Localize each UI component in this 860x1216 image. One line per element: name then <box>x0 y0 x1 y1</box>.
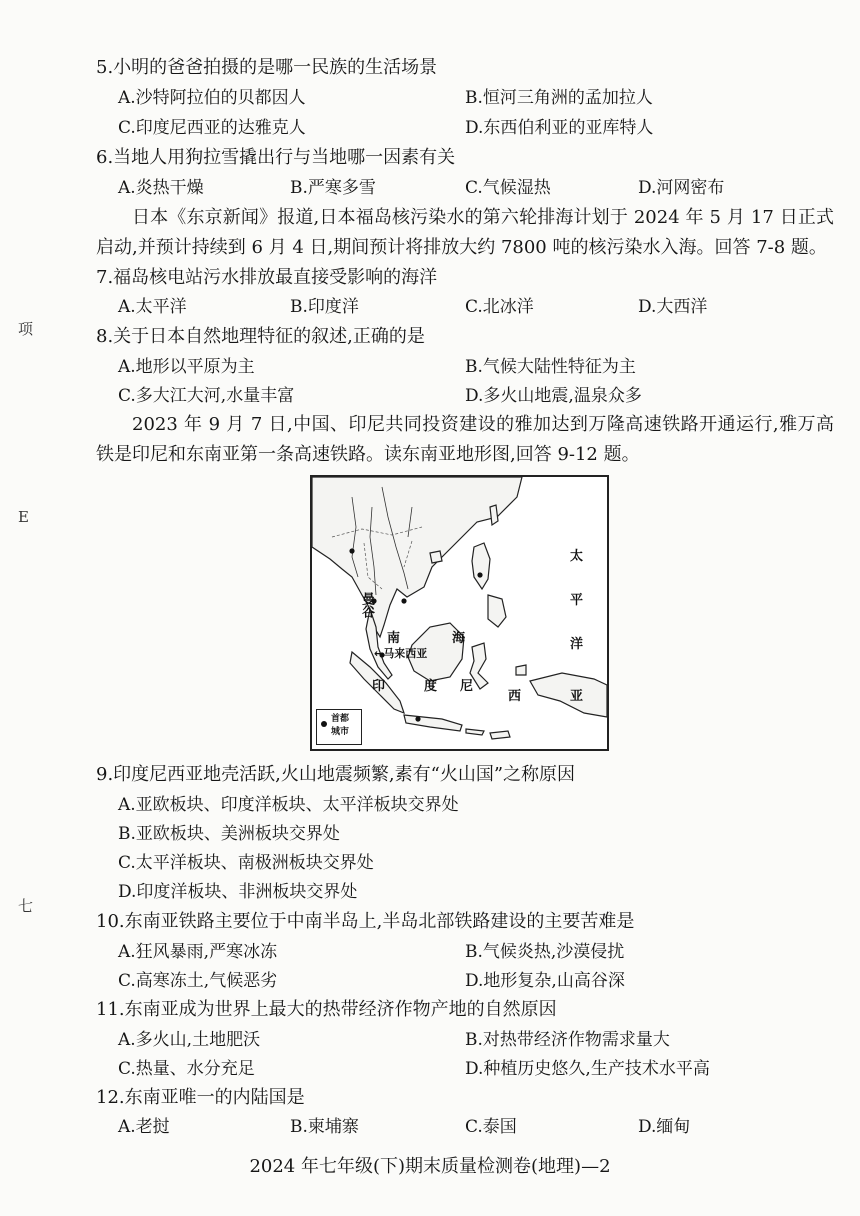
passage-fukushima: 日本《东京新闻》报道,日本福岛核污染水的第六轮排海计划于 2024 年 5 月 17 日正式启动,并预计持续到 6 月 4 日,期间预计将排放大约 7800 吨的核污染水入海。回答 7-8 题。 <box>96 207 834 258</box>
question-8-stem: 8.关于日本自然地理特征的叙述,正确的是 <box>96 326 425 347</box>
legend-text-line2: 城市 <box>331 727 350 737</box>
q10-option-d: D.地形复杂,山高谷深 <box>465 971 625 991</box>
q11-option-b: B.对热带经济作物需求量大 <box>465 1030 670 1050</box>
capital-dot-icon <box>321 721 327 727</box>
q7-option-c: C.北冰洋 <box>465 297 534 317</box>
passage-jakarta-bandung: 2023 年 9 月 7 日,中国、印尼共同投资建设的雅加达到万隆高速铁路开通运行,雅万高铁是印尼和东南亚第一条高速铁路。读东南亚地形图,回答 9-12 题。 <box>96 414 834 465</box>
q9-option-c: C.太平洋板块、南极洲板块交界处 <box>118 853 374 873</box>
label-malaysia: ←马来西亚 <box>374 647 428 660</box>
q12-option-d: D.缅甸 <box>638 1117 691 1137</box>
q6-option-d: D.河网密布 <box>638 178 725 198</box>
q12-option-c: C.泰国 <box>465 1117 517 1137</box>
question-7-stem: 7.福岛核电站污水排放最直接受影响的海洋 <box>96 267 438 288</box>
label-du: 度 <box>424 679 438 694</box>
q10-option-b: B.气候炎热,沙漠侵扰 <box>465 942 625 962</box>
q5-option-b: B.恒河三角洲的孟加拉人 <box>465 88 653 108</box>
q10-option-a: A.狂风暴雨,严寒冰冻 <box>118 942 278 962</box>
label-hai: 海 <box>452 631 466 646</box>
q11-option-d: D.种植历史悠久,生产技术水平高 <box>465 1059 710 1079</box>
label-ni: 尼 <box>460 679 474 694</box>
q7-option-a: A.太平洋 <box>118 297 187 317</box>
margin-mark: 项 <box>18 320 34 338</box>
label-pacific-yang: 洋 <box>570 637 584 652</box>
q12-option-b: B.柬埔寨 <box>290 1117 359 1137</box>
q11-option-c: C.热量、水分充足 <box>118 1059 255 1079</box>
question-12-stem: 12.东南亚唯一的内陆国是 <box>96 1087 305 1108</box>
margin-mark: E <box>18 508 29 526</box>
label-xi: 西 <box>508 689 522 704</box>
q10-option-c: C.高寒冻土,气候恶劣 <box>118 971 278 991</box>
label-ya: 亚 <box>570 689 584 704</box>
q8-option-c: C.多大江大河,水量丰富 <box>118 386 295 406</box>
southeast-asia-map <box>310 475 609 751</box>
q5-option-d: D.东西伯利亚的亚库特人 <box>465 118 654 138</box>
q9-option-a: A.亚欧板块、印度洋板块、太平洋板块交界处 <box>118 795 459 815</box>
label-bangkok: 曼谷 <box>359 592 374 618</box>
label-pacific-tai: 太 <box>570 549 584 564</box>
q12-option-a: A.老挝 <box>118 1117 170 1137</box>
label-nan: 南 <box>387 631 401 646</box>
label-yin: 印 <box>372 679 386 694</box>
q5-option-a: A.沙特阿拉伯的贝都因人 <box>118 88 306 108</box>
q8-option-b: B.气候大陆性特征为主 <box>465 357 636 377</box>
q6-option-c: C.气候湿热 <box>465 178 551 198</box>
question-6-stem: 6.当地人用狗拉雪撬出行与当地哪一因素有关 <box>96 147 456 168</box>
q7-option-b: B.印度洋 <box>290 297 359 317</box>
question-11-stem: 11.东南亚成为世界上最大的热带经济作物产地的自然原因 <box>96 999 557 1020</box>
question-10-stem: 10.东南亚铁路主要位于中南半岛上,半岛北部铁路建设的主要苦难是 <box>96 911 635 932</box>
question-9-stem: 9.印度尼西亚地壳活跃,火山地震频繁,素有“火山国”之称原因 <box>96 764 576 785</box>
page-footer: 2024 年七年级(下)期末质量检测卷(地理)—2 <box>249 1156 611 1177</box>
q9-option-d: D.印度洋板块、非洲板块交界处 <box>118 882 358 902</box>
margin-mark: 七 <box>18 897 34 915</box>
label-pacific-ping: 平 <box>570 593 584 608</box>
q6-option-b: B.严寒多雪 <box>290 178 376 198</box>
q8-option-d: D.多火山地震,温泉众多 <box>465 386 642 406</box>
q11-option-a: A.多火山,土地肥沃 <box>118 1030 261 1050</box>
q9-option-b: B.亚欧板块、美洲板块交界处 <box>118 824 340 844</box>
map-legend <box>316 709 362 745</box>
legend-text-line1: 首都 <box>331 714 350 724</box>
q8-option-a: A.地形以平原为主 <box>118 357 255 377</box>
q7-option-d: D.大西洋 <box>638 297 708 317</box>
q6-option-a: A.炎热干燥 <box>118 178 204 198</box>
q5-option-c: C.印度尼西亚的达雅克人 <box>118 118 306 138</box>
question-5-stem: 5.小明的爸爸拍摄的是哪一民族的生活场景 <box>96 57 438 78</box>
